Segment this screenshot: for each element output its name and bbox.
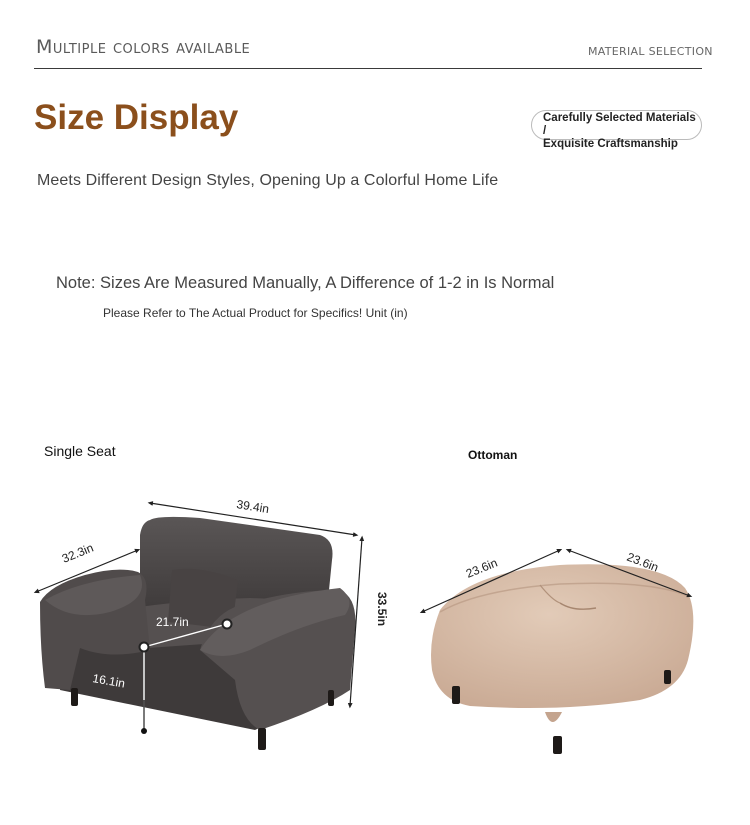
ottoman-label: Ottoman bbox=[468, 448, 518, 462]
material-selection-label: MATERIAL SELECTION bbox=[588, 45, 713, 58]
sofa-height-value: 33.5in bbox=[375, 592, 389, 627]
measurement-note-detail: Please Refer to The Actual Product for Specifics! Unit (in) bbox=[103, 306, 408, 320]
seat-depth-start-dot bbox=[140, 643, 149, 652]
seat-height-floor-dot bbox=[141, 728, 147, 734]
header-title: Multiple colors available bbox=[36, 36, 251, 58]
measurement-note: Note: Sizes Are Measured Manually, A Difference of 1-2 in Is Normal bbox=[56, 274, 555, 292]
seat-depth-end-dot bbox=[223, 620, 232, 629]
sofa-width-value: 39.4in bbox=[235, 497, 271, 517]
seat-height-value: 16.1in bbox=[91, 671, 127, 691]
section-subtitle: Meets Different Design Styles, Opening Up a Colorful Home Life bbox=[37, 172, 499, 189]
sofa-depth-value: 32.3in bbox=[59, 540, 96, 566]
ottoman-depth-value: 23.6in bbox=[624, 549, 661, 575]
single-seat-label: Single Seat bbox=[44, 443, 116, 459]
ottoman-illustration bbox=[431, 564, 693, 754]
badge-line-1: Carefully Selected Materials / bbox=[543, 112, 696, 137]
seat-depth-value: 21.7in bbox=[156, 615, 189, 629]
section-title: Size Display bbox=[34, 98, 239, 137]
badge-line-2: Exquisite Craftsmanship bbox=[543, 138, 678, 150]
ottoman-width-value: 23.6in bbox=[463, 555, 500, 581]
